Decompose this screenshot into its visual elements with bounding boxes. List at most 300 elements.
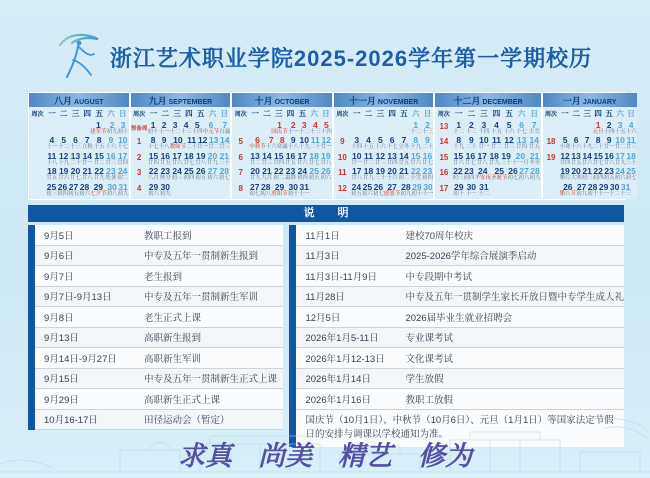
date-number: 19	[321, 150, 331, 161]
empty-day-cell	[218, 182, 230, 197]
date-number: 9	[468, 135, 474, 146]
schedule-date: 12月5日	[305, 312, 341, 324]
lunar-label: 初十	[287, 190, 299, 197]
lunar-label: 廿三	[503, 144, 515, 151]
day-cell	[308, 151, 320, 166]
month-name-en: OCTOBER	[274, 99, 310, 106]
day-cell	[593, 120, 604, 135]
date-number: 22	[453, 166, 463, 177]
lunar-label: 初六	[207, 175, 219, 182]
empty-day-cell	[46, 120, 57, 135]
day-cell	[171, 151, 183, 166]
day-cell	[207, 166, 219, 181]
date-number: 27	[68, 181, 79, 192]
month-header	[131, 93, 231, 107]
day-cell	[159, 182, 171, 197]
lunar-label: 十一	[287, 129, 299, 135]
weekday-label: 四	[83, 109, 92, 118]
day-cell	[530, 166, 541, 181]
lunar-label: 廿三	[625, 144, 637, 151]
date-number: 17	[172, 150, 182, 161]
schedule-event: 教职工报到	[144, 230, 192, 242]
schedule-row	[35, 307, 283, 328]
empty-day-cell	[363, 120, 375, 135]
date-number: 29	[148, 181, 159, 192]
day-cell	[620, 182, 631, 197]
lunar-label: 大寒	[570, 175, 582, 182]
day-cell	[626, 151, 637, 166]
lunar-label: 十六	[265, 144, 277, 151]
lunar-label: 初十	[453, 190, 465, 197]
weekday-header-row	[543, 107, 637, 120]
lunar-label: 十七	[516, 129, 528, 135]
schedule-event: 中专及五年一贯制新生正式上课	[144, 374, 278, 386]
date-number: 9	[161, 135, 167, 146]
date-number: 10	[117, 135, 128, 146]
empty-day-cell	[260, 120, 271, 135]
lunar-label: 初八	[518, 175, 530, 182]
weekday-label: 周次	[437, 112, 450, 118]
day-cell	[626, 135, 637, 150]
day-cell	[488, 151, 500, 166]
day-cell	[273, 151, 285, 166]
week-number: 15	[439, 152, 449, 162]
week-row	[334, 166, 434, 181]
lunar-label: 十三	[309, 129, 321, 135]
date-number: 11	[187, 135, 197, 146]
lunar-label: 初七	[372, 190, 384, 197]
lunar-label: 廿六	[410, 159, 422, 166]
date-number: 3	[617, 120, 623, 130]
lunar-label: 廿七	[464, 159, 476, 166]
schedule-event: 中专及五年一贯制学生家长开放日暨中专学生成人礼	[405, 292, 624, 304]
month-name-cn: 一月	[562, 96, 581, 106]
lunar-label: 廿一	[351, 159, 363, 166]
day-cell	[219, 135, 230, 150]
date-number: 20	[207, 150, 218, 161]
lunar-label: 二十	[422, 144, 434, 151]
day-cell	[609, 182, 620, 197]
motto-word: 尚美	[258, 441, 312, 472]
day-cell	[183, 166, 195, 181]
day-cell	[148, 120, 159, 135]
date-number: 12	[375, 150, 386, 161]
lunar-label: 廿七	[308, 159, 320, 166]
week-number	[543, 166, 560, 181]
day-cell	[351, 135, 363, 150]
date-number: 24	[172, 166, 182, 177]
date-number: 11	[47, 150, 57, 161]
day-cell	[398, 166, 410, 181]
date-number: 26	[57, 181, 68, 192]
week-number	[334, 120, 351, 135]
day-cell	[320, 166, 332, 181]
date-number: 17	[297, 150, 308, 161]
lunar-label: 初四	[592, 175, 604, 182]
schedule-row	[296, 389, 624, 410]
weekday-label: 五	[95, 109, 103, 118]
date-number: 10	[479, 135, 489, 146]
lunar-label: 廿九	[363, 175, 375, 182]
empty-day-cell	[310, 182, 321, 197]
date-number: 22	[410, 166, 421, 177]
week-number: 10	[337, 152, 347, 162]
day-cell	[529, 151, 541, 166]
schedule-row	[296, 348, 624, 369]
lunar-label: 三十	[625, 159, 637, 166]
day-cell	[148, 151, 160, 166]
weekday-label: 五	[298, 109, 307, 118]
day-cell	[159, 151, 171, 166]
day-cell	[410, 151, 422, 166]
empty-day-cell	[490, 182, 503, 197]
lunar-label: 十月	[386, 175, 398, 182]
weekday-header-row	[131, 107, 231, 120]
lunar-label: 教师节	[169, 144, 187, 151]
lunar-label: 白露	[219, 129, 231, 135]
lunar-label: 中秋节	[249, 144, 266, 151]
weekday-label: 六	[411, 109, 420, 118]
schedule-event: 高职新生报到	[144, 333, 202, 345]
week-row	[29, 182, 129, 197]
lunar-label: 廿三	[105, 159, 117, 166]
date-number: 24	[477, 166, 488, 177]
empty-day-cell	[528, 182, 541, 197]
lunar-label: 十七	[147, 144, 159, 151]
date-number: 1	[150, 120, 156, 130]
day-cell	[593, 135, 604, 150]
day-cell	[410, 120, 422, 135]
day-cell	[105, 151, 117, 166]
month-name-cn: 八月	[54, 96, 73, 106]
day-cell	[351, 166, 363, 181]
weekday-label: 四	[286, 109, 295, 118]
lunar-label: 十四	[320, 129, 332, 135]
lunar-label: 十七	[386, 144, 398, 151]
day-cell	[582, 151, 593, 166]
date-number: 20	[515, 150, 526, 161]
lunar-label: 圣诞节	[490, 175, 508, 182]
lunar-label: 七夕节	[90, 190, 107, 197]
lunar-label: 廿二	[249, 159, 261, 166]
day-cell	[452, 135, 465, 150]
lunar-label: 初九	[576, 190, 588, 197]
date-number: 11	[310, 135, 320, 146]
lunar-label: 十二	[609, 190, 621, 197]
lunar-label: 十五	[614, 129, 626, 135]
empty-day-cell	[386, 120, 398, 135]
date-number: 30	[609, 181, 620, 192]
lunar-label: 初七	[625, 175, 637, 182]
lunar-label: 廿九	[488, 159, 500, 166]
date-number: 12	[58, 150, 69, 161]
day-cell	[299, 182, 310, 197]
day-cell	[508, 166, 519, 181]
day-cell	[249, 166, 261, 181]
lunar-label: 初五	[68, 190, 80, 197]
day-cell	[615, 120, 626, 135]
day-cell	[288, 120, 299, 135]
date-number: 29	[598, 181, 609, 192]
day-cell	[170, 135, 187, 150]
week-number: 3	[136, 168, 142, 178]
date-number: 7	[268, 135, 274, 146]
lunar-label: 廿四	[273, 159, 285, 166]
weekday-label: 六	[208, 109, 217, 118]
date-number: 26	[563, 181, 573, 192]
day-cell	[195, 166, 207, 181]
date-number: 8	[279, 135, 285, 146]
day-cell	[58, 151, 70, 166]
month-header	[435, 93, 540, 107]
lunar-label: 二十	[592, 144, 604, 151]
weekday-label: 三	[480, 109, 488, 118]
schedule-date: 2026年1月12-13日	[305, 353, 385, 365]
day-cell	[515, 135, 528, 150]
lunar-label: 初七	[218, 175, 230, 182]
date-number: 28	[261, 181, 271, 192]
date-number: 14	[582, 150, 592, 161]
lunar-label: 初十	[117, 129, 129, 135]
lunar-label: 初四	[296, 175, 308, 182]
day-cell	[299, 120, 310, 135]
date-number: 24	[117, 166, 128, 177]
day-cell	[604, 120, 615, 135]
empty-day-cell	[398, 120, 410, 135]
date-number: 9	[606, 135, 612, 146]
week-row	[232, 182, 332, 197]
week-number: 6	[238, 152, 243, 162]
day-cell	[207, 151, 219, 166]
week-number: 14	[439, 137, 449, 147]
week-row	[232, 135, 332, 150]
date-number: 10	[615, 135, 625, 146]
date-number: 11	[491, 135, 501, 146]
day-cell	[260, 182, 271, 197]
lunar-label: 初九	[529, 175, 541, 182]
month-header	[334, 93, 434, 107]
day-cell	[476, 151, 488, 166]
week-number: 2	[136, 152, 142, 162]
lunar-label: 廿二	[614, 144, 626, 151]
schedule-date: 9月5日	[44, 230, 74, 242]
schedule-date: 11月28日	[305, 292, 345, 304]
day-cell	[528, 120, 541, 135]
day-cell	[46, 151, 58, 166]
lunar-label: 十一月	[512, 159, 529, 166]
day-cell	[285, 166, 297, 181]
day-cell	[452, 151, 464, 166]
weekday-label: 五	[400, 109, 408, 118]
day-cell	[195, 151, 207, 166]
date-number: 31	[479, 181, 489, 192]
week-number: 11	[338, 168, 347, 178]
weekday-label: 四	[594, 109, 602, 118]
lunar-label: 初九	[159, 190, 171, 197]
lunar-label: 十一	[46, 144, 58, 151]
date-number: 21	[82, 166, 93, 177]
schedule-row	[35, 369, 283, 390]
weekday-label: 日	[118, 109, 127, 118]
date-number: 6	[208, 120, 214, 130]
lunar-label: 廿八	[195, 159, 207, 166]
lunar-label: 处暑	[105, 175, 117, 182]
week-row	[435, 120, 540, 135]
date-number: 7	[584, 135, 590, 146]
lunar-label: 重阳节	[271, 190, 288, 197]
lunar-label: 初二	[117, 175, 129, 182]
day-cell	[159, 120, 170, 135]
lunar-label: 初三	[452, 175, 464, 182]
schedule-row	[35, 348, 283, 369]
week-row	[543, 166, 637, 181]
lunar-label: 初八	[106, 190, 118, 197]
week-row	[435, 135, 540, 150]
day-cell	[105, 135, 117, 150]
date-number: 3	[481, 120, 487, 130]
date-number: 16	[106, 150, 116, 161]
week-row	[29, 151, 129, 166]
lunar-label: 初五	[603, 175, 615, 182]
date-number: 20	[70, 166, 81, 177]
day-cell	[117, 151, 129, 166]
day-cell	[70, 151, 82, 166]
week-row	[435, 182, 540, 197]
day-cell	[560, 151, 571, 166]
day-cell	[452, 166, 463, 181]
empty-day-cell	[68, 120, 79, 135]
week-number	[543, 182, 560, 197]
day-cell	[422, 151, 434, 166]
date-number: 7	[222, 120, 228, 130]
weekday-header-row	[435, 107, 540, 120]
lunar-label: 十九	[410, 144, 422, 151]
lunar-label: 初二	[398, 175, 410, 182]
lunar-label: 廿六	[452, 159, 464, 166]
date-number: 9	[290, 135, 296, 146]
lunar-label: 十八	[46, 159, 58, 166]
day-cell	[422, 182, 433, 197]
week-row	[232, 151, 332, 166]
empty-day-cell	[560, 120, 571, 135]
weekday-label: 五	[196, 109, 205, 118]
date-number: 23	[464, 166, 474, 177]
lunar-label: 廿二	[208, 144, 220, 151]
day-cell	[218, 166, 230, 181]
date-number: 6	[73, 135, 78, 146]
lunar-label: 十三	[620, 190, 632, 197]
date-number: 17	[117, 150, 128, 161]
lunar-label: 廿三	[374, 159, 386, 166]
date-number: 16	[422, 150, 433, 161]
date-number: 1	[277, 120, 282, 130]
lunar-label: 立秋	[81, 144, 93, 151]
day-cell	[159, 166, 171, 181]
date-number: 17	[615, 150, 625, 161]
weekday-label: 日	[220, 109, 229, 118]
schedule-event: 建校70周年校庆	[405, 230, 474, 242]
date-number: 1	[456, 120, 462, 130]
lunar-label: 廿七	[422, 159, 434, 166]
date-number: 21	[399, 166, 409, 177]
lunar-label: 二十	[309, 144, 321, 151]
notes-table-left	[28, 225, 283, 430]
day-cell	[46, 182, 57, 197]
week-row	[131, 151, 231, 166]
empty-day-cell	[351, 120, 363, 135]
schedule-date: 9月13日	[44, 333, 79, 345]
day-cell	[57, 182, 68, 197]
date-number: 27	[576, 181, 587, 192]
week-number: 5	[238, 137, 243, 147]
day-cell	[593, 166, 604, 181]
day-cell	[288, 182, 299, 197]
date-number: 16	[285, 150, 296, 161]
day-cell	[615, 135, 626, 150]
date-number: 23	[285, 166, 296, 177]
date-number: 21	[219, 150, 230, 161]
day-cell	[271, 182, 288, 197]
date-number: 17	[477, 150, 487, 161]
date-number: 7	[401, 135, 407, 146]
schedule-date: 11月3日-11月9日	[305, 271, 377, 283]
date-number: 12	[504, 135, 514, 146]
lunar-label: 廿四	[117, 159, 129, 166]
day-cell	[490, 120, 503, 135]
date-number: 11	[364, 150, 374, 161]
week-row	[543, 182, 637, 197]
day-cell	[386, 166, 398, 181]
month-august	[29, 93, 129, 199]
day-cell	[478, 182, 491, 197]
day-cell	[582, 135, 593, 150]
date-number: 14	[529, 135, 539, 146]
date-number: 6	[255, 135, 260, 146]
weekday-label: 日	[530, 109, 538, 118]
date-number: 2	[425, 120, 430, 130]
lunar-label: 十一	[598, 190, 610, 197]
day-cell	[463, 166, 474, 181]
lunar-label: 腊月	[559, 175, 571, 182]
motto-word: 修为	[418, 441, 472, 472]
day-cell	[452, 120, 465, 135]
day-cell	[170, 120, 181, 135]
date-number: 1	[95, 120, 101, 130]
lunar-label: 十一	[422, 190, 434, 197]
day-cell	[249, 135, 266, 150]
lunar-label: 初六	[320, 175, 332, 182]
empty-day-cell	[57, 120, 68, 135]
lunar-label: 初四	[57, 190, 69, 197]
date-number: 15	[453, 150, 464, 161]
date-number: 15	[410, 150, 421, 161]
lunar-label: 十五	[93, 144, 105, 151]
lunar-label: 廿五	[285, 159, 297, 166]
lunar-label: 廿九	[614, 159, 626, 166]
date-number: 18	[47, 166, 57, 177]
date-number: 5	[506, 120, 512, 130]
lunar-label: 廿八	[351, 175, 363, 182]
empty-day-cell	[249, 120, 260, 135]
date-number: 3	[301, 120, 307, 130]
month-october	[232, 93, 332, 199]
date-number: 12	[321, 135, 332, 146]
lunar-label: 初三	[581, 175, 593, 182]
day-cell	[321, 120, 332, 135]
day-cell	[411, 182, 422, 197]
lunar-label: 廿五	[528, 144, 540, 151]
schedule-row	[35, 287, 283, 308]
